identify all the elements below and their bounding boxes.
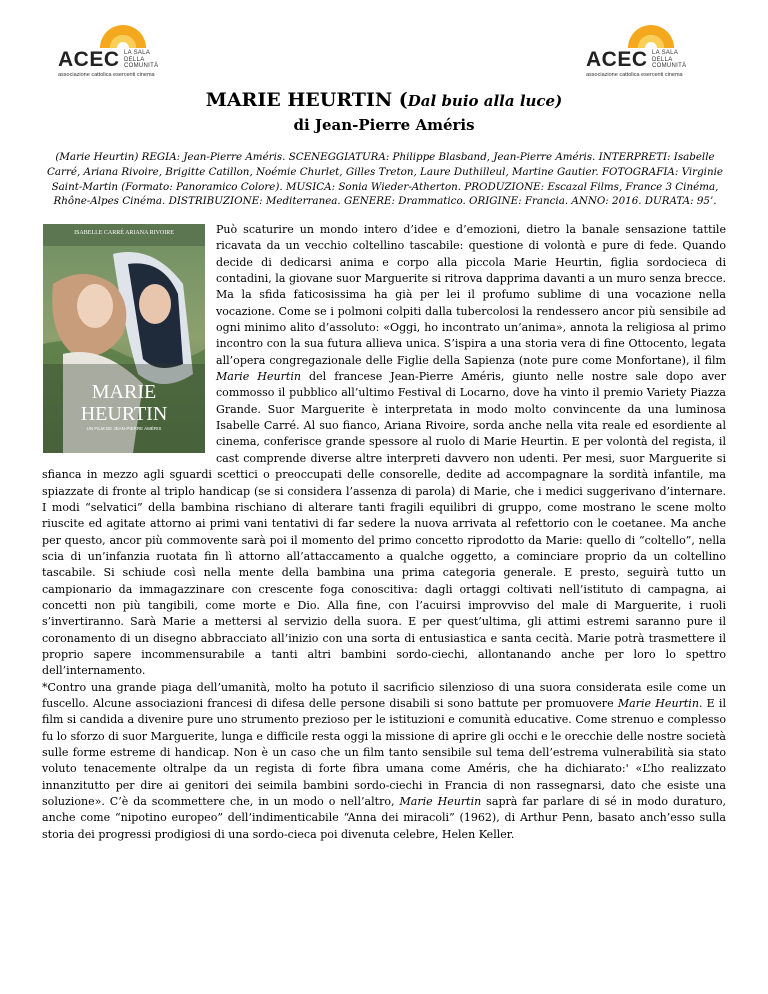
film-title-ref: Marie Heurtin — [399, 795, 482, 809]
director-line: di Jean-Pierre Améris — [293, 116, 475, 134]
film-title-ref: Marie Heurtin — [617, 696, 699, 710]
film-credits: (Marie Heurtin) REGIA: Jean-Pierre Améris. SCENEGGIATURA: Philippe Blasband, Jean-Pierre Améris. INTERPRETI: Isabelle Carré, Ariana Rivoire, Brigitte Catillon, Noémie Churlet, Gilles Treton, Laure Duthilleul, Martine Gautier. FOTOGRAFIA: Virginie Saint-Martin (Formato: Panoramico Colore). MUSICA: Sonia Wieder-Atherton. PRODUZIONE: Escazal Films, France 3 Cinéma, Rhône-Alpes Cinéma. DISTRIBUZIONE: Mediterranea. GENERE: Drammatico. ORIGINE: Francia. ANNO: 2016. DURATA: 95’. — [47, 151, 723, 208]
poster-title-2: HEURTIN — [80, 403, 168, 425]
acec-logo-left — [58, 14, 178, 78]
article-paragraph-2: *Contro una grande piaga dell’umanità, molto ha potuto il sacrificio silenzioso di una suora considerata esile come un fuscello. Alcune associazioni francesi di difesa delle persone disabili si sono battute per promuovere Marie Heurtin. E il film si candida a divenire pure uno strumento prezioso per le istituzioni e comunità educative. Come strenuo e complesso fu lo sforzo di suor Marguerite, lunga e difficile resta oggi la missione di aprire gli occhi e le orecchie delle nostre società sulle forme estreme di handicap. Non è un caso che un film tanto sensibile sul tema dell’estrema vulnerabilità sia stato voluto tenacemente oltralpe da un regista di forte fibra umana come Améris, che ha dichiarato:' «L’ho realizzato innanzitutto per dire ai genitori dei seimila bambini sordo-ciechi in Francia di non rassegnarsi, dato che esiste una soluzione». C’è da scommettere che, in un modo o nell’altro, Marie Heurtin saprà far parlare di sé in modo duraturo, anche come “nipotino europeo” dell’indimenticabile “Anna dei miracoli” (1962), di Arthur Penn, basato anch’esso sulla storia dei progressi prodigiosi di una sordo-cieca poi divenuta celebre, Helen Keller. — [42, 680, 726, 841]
sala-comunita-text: LA SALA DELLA COMUNITÀ — [124, 50, 159, 70]
film-title-ref: Marie Heurtin — [216, 370, 301, 384]
acec-tagline: associazione cattolica esercenti cinema — [586, 72, 683, 78]
poster-cast: ISABELLE CARRÉ ARIANA RIVOIRE — [74, 230, 174, 236]
page-title — [0, 88, 768, 113]
poster-spacer — [42, 222, 210, 454]
acec-logo-right — [586, 14, 706, 78]
acec-logo-mark-icon — [624, 14, 678, 50]
poster-title-1: MARIE — [91, 381, 157, 403]
sala-comunita-text: LA SALA DELLA COMUNITÀ — [652, 50, 687, 70]
title-subtitle: Dal buio alla luce) — [407, 92, 563, 110]
acec-wordmark: ACEC — [58, 48, 120, 71]
title-main: MARIE HEURTIN ( — [205, 89, 408, 111]
acec-tagline: associazione cattolica esercenti cinema — [58, 72, 155, 78]
acec-wordmark: ACEC — [586, 48, 648, 71]
acec-logo-mark-icon — [96, 14, 150, 50]
poster-director: UN FILM DE JEAN-PIERRE AMÉRIS — [86, 426, 162, 431]
article-body — [42, 222, 726, 843]
article-paragraph-1: Può scaturire un mondo intero d’idee e d’emozioni, dietro la banale sensazione tattile ricavata da un vecchio coltellino tascabile: questione di volontà e pure di fede. Quando decide di dedicarsi anima e corpo alla piccola Marie Heurtin, figlia sordocieca di contadini, la giovane suor Marguerite si ritrova dapprima davanti a un muro senza brecce. Ma la sfida faticosissima ha già per lei il profumo sublime di una vocazione nella vocazione. Come se i polmoni colpiti dalla tubercolosi la rendessero ancor più sensibile ad ogni minimo alito d’assoluto: «Oggi, ho incontrato un’anima», annota la religiosa al primo incontro con la sua futura allieva unica. S’ispira a una storia vera di fine Ottocento, legata all’opera congregazionale delle Figlie della Sapienza (note pure come Monfortane), il film Marie Heurtin del francese Jean-Pierre Améris, giunto nelle nostre sale dopo aver commosso il pubblico all’ultimo Festival di Locarno, dove ha vinto il premio Variety Piazza Grande. Suor Marguerite è interpretata in modo molto convincente da una luminosa Isabelle Carré. Al suo fianco, Ariana Rivoire, sorda anche nella vita reale ed esordiente al cinema, conferisce grande spessore al ruolo di Marie Heurtin. E per volontà del regista, il cast comprende diverse altre interpreti davvero non udenti. Per mesi, suor Marguerite si sfianca in mezzo agli sguardi scettici o preoccupati delle consorelle, dedite ad accompagnare la sordità infantile, ma spiazzate di fronte al triplo handicap (se si considera l’assenza di parola) di Marie, che i medici suggerivano d’internare. I modi “selvatici” della bambina rischiano di alterare tanti fragili equilibri di gruppo, come mostrano le scene molto riuscite ed agitate attorno ai primi vani tentativi di far sedere la nuova arrivata al refettorio con le coetanee. Ma anche per questo, ancor più commovente sarà poi il momento del primo concetto riprodotto da Marie: quello di “coltello”, nella scia di un’infanzia ruotata fin lì attorno all’attaccamento a qualche oggetto, a cominciare proprio da un coltellino tascabile. Si schiude così nella mente della bambina una prima categoria generale. E presto, seguirà tutto un campionario da immagazzinare con crescente foga conoscitiva: dagli ortaggi coltivati nell’istituto di campagna, ai concetti non più tangibili, come morte e Dio. Alla fine, con l’acuirsi improvviso del male di Marguerite, i ruoli s’invertiranno. Sarà Marie a mettersi al servizio della suora. E per quest’ultima, gli attimi estremi saranno pure il coronamento di un disegno abbracciato all’inizio con una sorta di entusiastica e santa cecità. Marie potrà trasmettere il proprio sapere incommensurabile a tanti altri bambini sordo-ciechi, allontanando anche per loro lo spettro dell’internamento. — [42, 223, 726, 678]
